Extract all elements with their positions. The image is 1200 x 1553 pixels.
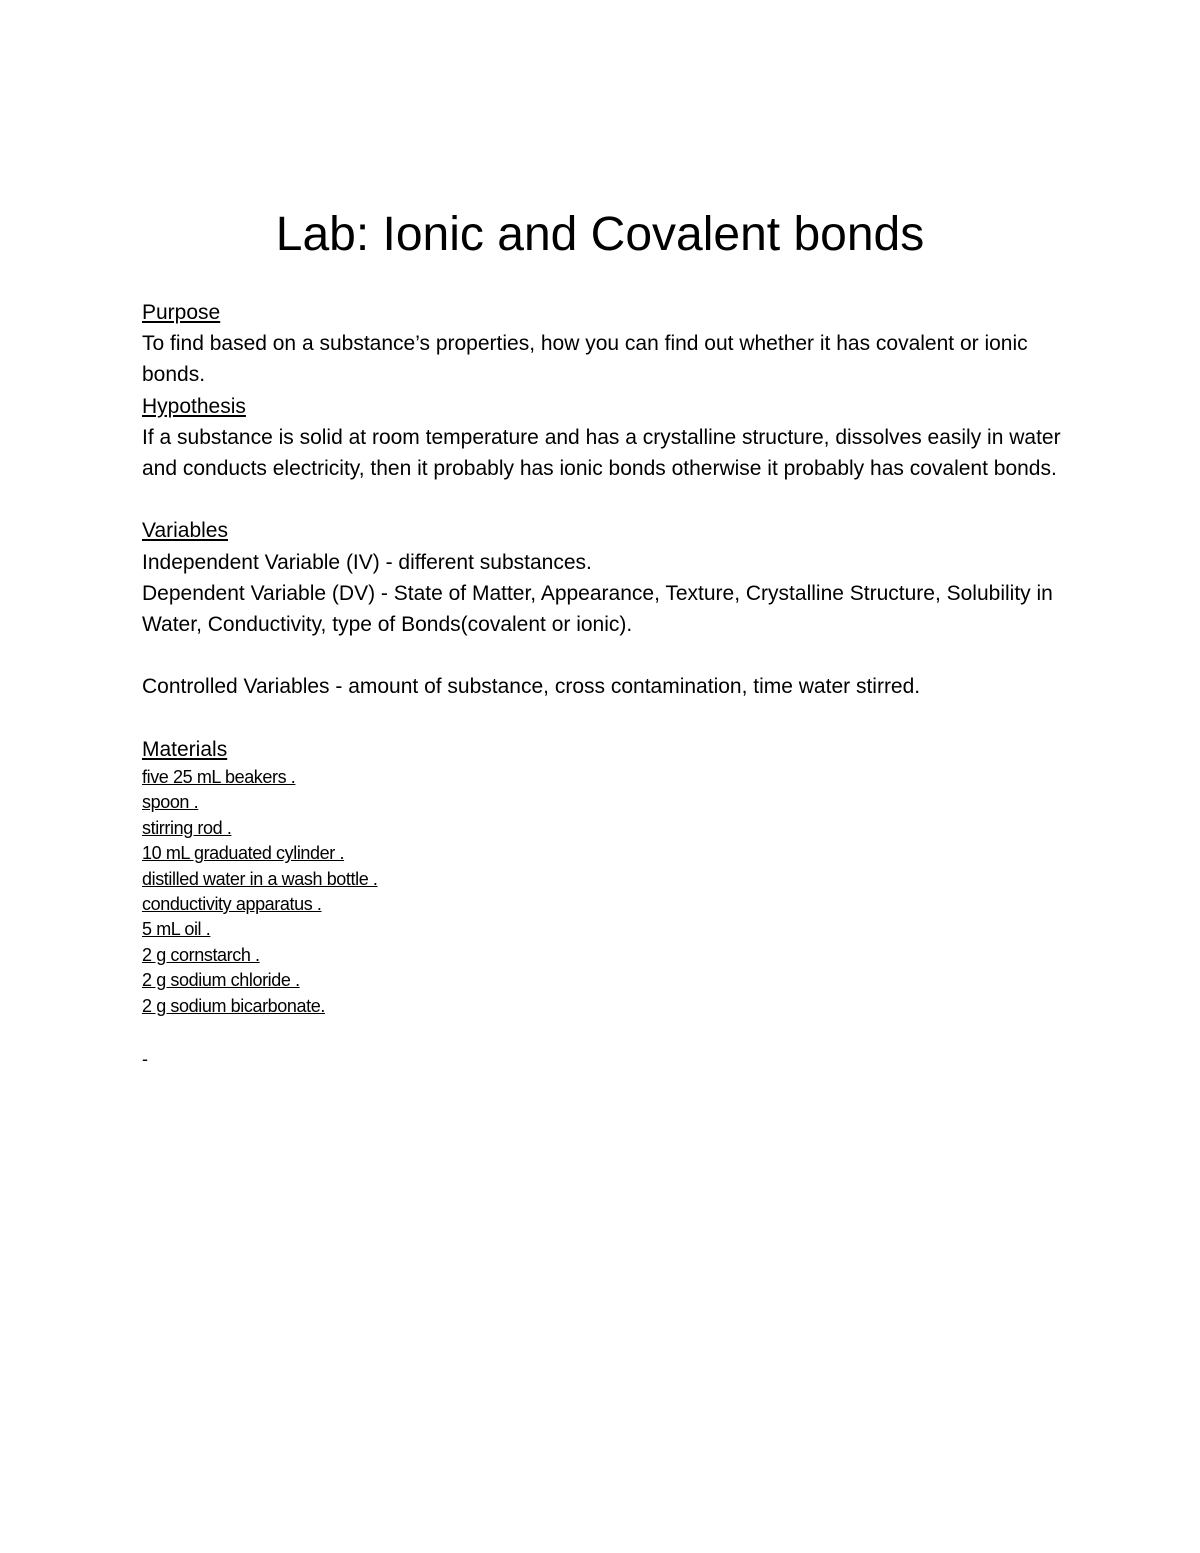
materials-list [142, 765, 1062, 1019]
materials-item: 10 mL graduated cylinder . [142, 843, 345, 864]
spacer [142, 640, 1062, 671]
document-body [142, 297, 1062, 1072]
variables-heading: Variables [142, 519, 228, 543]
materials-item: distilled water in a wash bottle . [142, 868, 378, 889]
purpose-heading: Purpose [142, 301, 221, 324]
hypothesis-heading: Hypothesis [142, 394, 246, 418]
materials-item: 2 g cornstarch . [142, 944, 260, 965]
page-title: Lab: Ionic and Covalent bonds [275, 208, 925, 261]
materials-item: 2 g sodium chloride . [142, 970, 300, 991]
spacer [142, 484, 1062, 515]
controlled-variables-text: Controlled Variables - amount of substance, cross contamination, time water stirred. [142, 675, 921, 699]
trailing-dash: - [142, 1049, 148, 1070]
purpose-text: To find based on a substance’s properties, how you can find out whether it has covalent or ionic bonds. [142, 332, 1028, 387]
independent-variable-text: Independent Variable (IV) - different substances. [142, 550, 592, 574]
materials-item: conductivity apparatus . [142, 894, 322, 915]
dependent-variable-text: Dependent Variable (DV) - State of Matter, Appearance, Texture, Crystalline Structure, Solubility in Water, Conductivity, type of Bonds(covalent or ionic). [142, 581, 1053, 637]
materials-item: 2 g sodium bicarbonate. [142, 995, 325, 1016]
materials-item: five 25 mL beakers . [142, 767, 296, 787]
materials-item: spoon . [142, 792, 199, 813]
spacer [142, 703, 1062, 734]
hypothesis-text: If a substance is solid at room temperature and has a crystalline structure, dissolves easily in water and conducts electricity, then it probably has ionic bonds otherwise it probably has covalent bonds. [142, 425, 1061, 481]
materials-item: 5 mL oil . [142, 919, 211, 940]
materials-heading: Materials [142, 737, 228, 761]
materials-item: stirring rod . [142, 817, 232, 838]
